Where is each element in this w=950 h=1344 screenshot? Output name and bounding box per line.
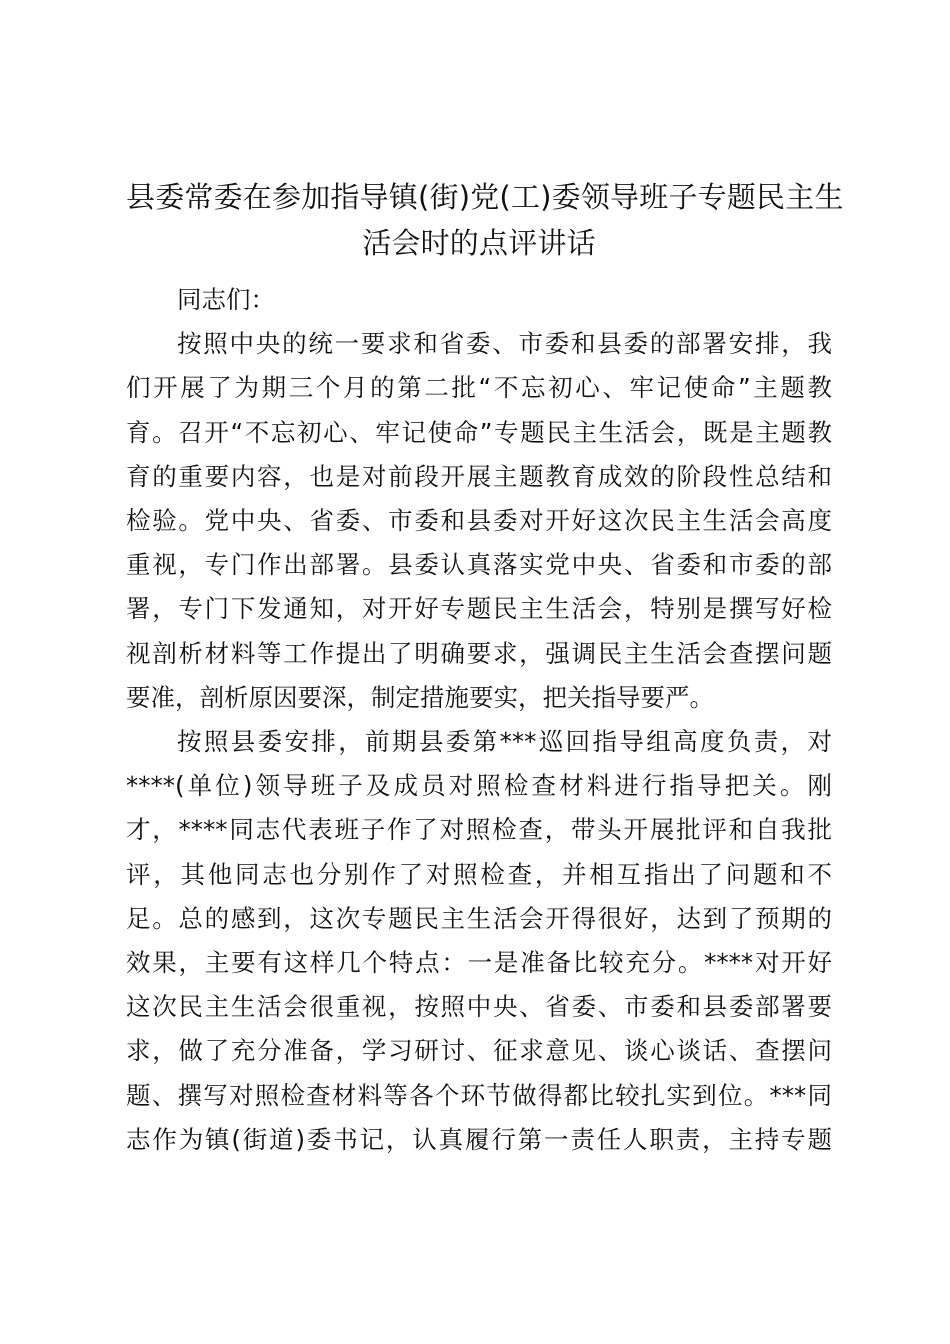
paragraph-line: 育的重要内容，也是对前段开展主题教育成效的阶段性总结和 xyxy=(126,461,832,491)
paragraph-line: 按照县委安排，前期县委第***巡回指导组高度负责，对 xyxy=(177,727,832,757)
paragraph-line: 评，其他同志也分别作了对照检查，并相互指出了问题和不 xyxy=(126,859,832,889)
paragraph-line: 效果，主要有这样几个特点：一是准备比较充分。****对开好 xyxy=(126,948,832,978)
title-line-2: 活会时的点评讲话 xyxy=(362,226,596,260)
salutation-text: 同志们： xyxy=(177,285,275,314)
paragraph-line: 题、撰写对照检查材料等各个环节做得都比较扎实到位。***同 xyxy=(126,1080,832,1110)
paragraph-line: 志作为镇(街道)委书记，认真履行第一责任人职责，主持专题 xyxy=(126,1124,832,1154)
paragraph-line: 足。总的感到，这次专题民主生活会开得很好，达到了预期的 xyxy=(126,903,832,933)
salutation xyxy=(126,278,832,322)
paragraph-line: 育。召开“不忘初心、牢记使命”专题民主生活会，既是主题教 xyxy=(126,417,832,447)
paragraph-line: 重视，专门作出部署。县委认真落实党中央、省委和市委的部 xyxy=(126,550,832,580)
paragraph-line: 检验。党中央、省委、市委和县委对开好这次民主生活会高度 xyxy=(126,506,832,536)
document-title xyxy=(126,174,844,266)
paragraph-line: 视剖析材料等工作提出了明确要求，强调民主生活会查摆问题 xyxy=(126,638,832,668)
paragraph-line: 按照中央的统一要求和省委、市委和县委的部署安排，我 xyxy=(177,329,832,359)
paragraph-line: ****(单位)领导班子及成员对照检查材料进行指导把关。刚 xyxy=(126,771,832,801)
paragraph-1 xyxy=(126,322,832,720)
paragraph-line: 要准，剖析原因要深，制定措施要实，把关指导要严。 xyxy=(126,682,714,712)
paragraph-line: 这次民主生活会很重视，按照中央、省委、市委和县委部署要 xyxy=(126,992,832,1022)
paragraph-line: 求，做了充分准备，学习研讨、征求意见、谈心谈话、查摆问 xyxy=(126,1036,832,1066)
document-body xyxy=(126,278,832,1162)
paragraph-line: 们开展了为期三个月的第二批“不忘初心、牢记使命”主题教 xyxy=(126,373,832,403)
paragraph-2 xyxy=(126,720,832,1162)
title-line-1: 县委常委在参加指导镇(街)党(工)委领导班子专题民主生 xyxy=(126,180,844,214)
paragraph-line: 才，****同志代表班子作了对照检查，带头开展批评和自我批 xyxy=(126,815,832,845)
document-page xyxy=(126,174,844,1162)
paragraph-line: 署，专门下发通知，对开好专题民主生活会，特别是撰写好检 xyxy=(126,594,832,624)
